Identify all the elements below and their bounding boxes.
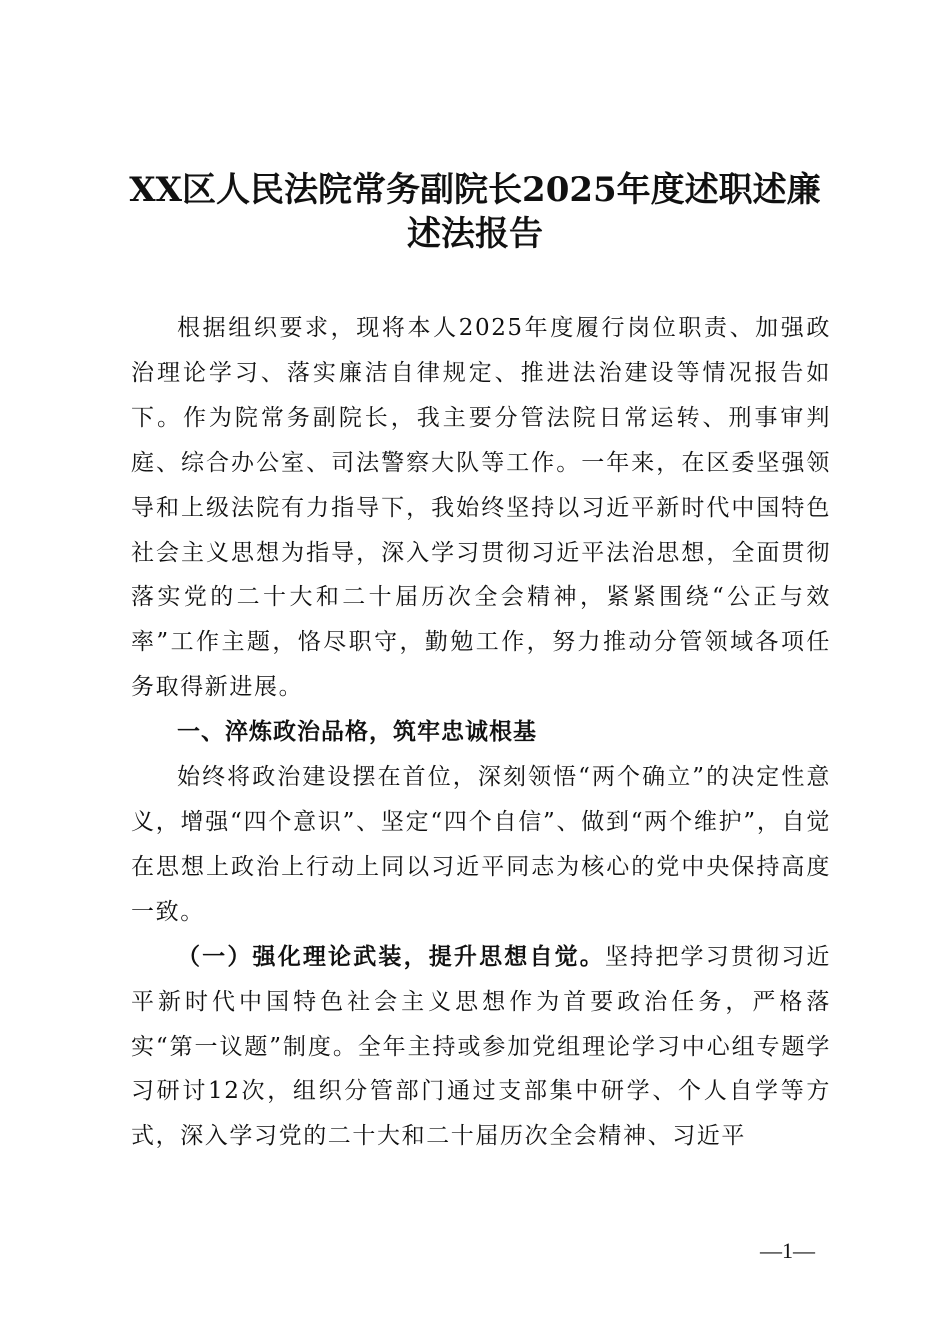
document-title-line-1: XX区人民法院常务副院长2025年度述职述廉	[129, 170, 821, 210]
document-body	[131, 306, 831, 1159]
page-number: —1—	[760, 1238, 815, 1263]
section-1-paragraph: 始终将政治建设摆在首位，深刻领悟“两个确立”的决定性意义，增强“四个意识”、坚定“四个自信”、做到“两个维护”，自觉在思想上政治上行动上同以习近平同志为核心的党中央保持高度一致。	[131, 764, 831, 925]
subsection-1-text: 坚持把学习贯彻习近平新时代中国特色社会主义思想作为首要政治任务，严格落实“第一议题”制度。全年主持或参加党组理论学习中心组专题学习研讨12次，组织分管部门通过支部集中研学、个人自学等方式，深入学习党的二十大和二十届历次全会精神、习近平	[131, 943, 832, 1150]
intro-paragraph: 根据组织要求，现将本人2025年度履行岗位职责、加强政治理论学习、落实廉洁自律规定、推进法治建设等情况报告如下。作为院常务副院长，我主要分管法院日常运转、刑事审判庭、综合办公室、司法警察大队等工作。一年来，在区委坚强领导和上级法院有力指导下，我始终坚持以习近平新时代中国特色社会主义思想为指导，深入学习贯彻习近平法治思想，全面贯彻落实党的二十大和二十届历次全会精神，紧紧围绕“公正与效率”工作主题，恪尽职守，勤勉工作，努力推动分管领域各项任务取得新进展。	[131, 315, 831, 701]
subsection-1-lead: （一）强化理论武装，提升思想自觉。	[177, 942, 605, 970]
section-heading-1: 一、淬炼政治品格，筑牢忠诚根基	[177, 719, 537, 746]
subsection-1-paragraph	[131, 935, 831, 1160]
document-title-line-2: 述法报告	[407, 214, 543, 254]
